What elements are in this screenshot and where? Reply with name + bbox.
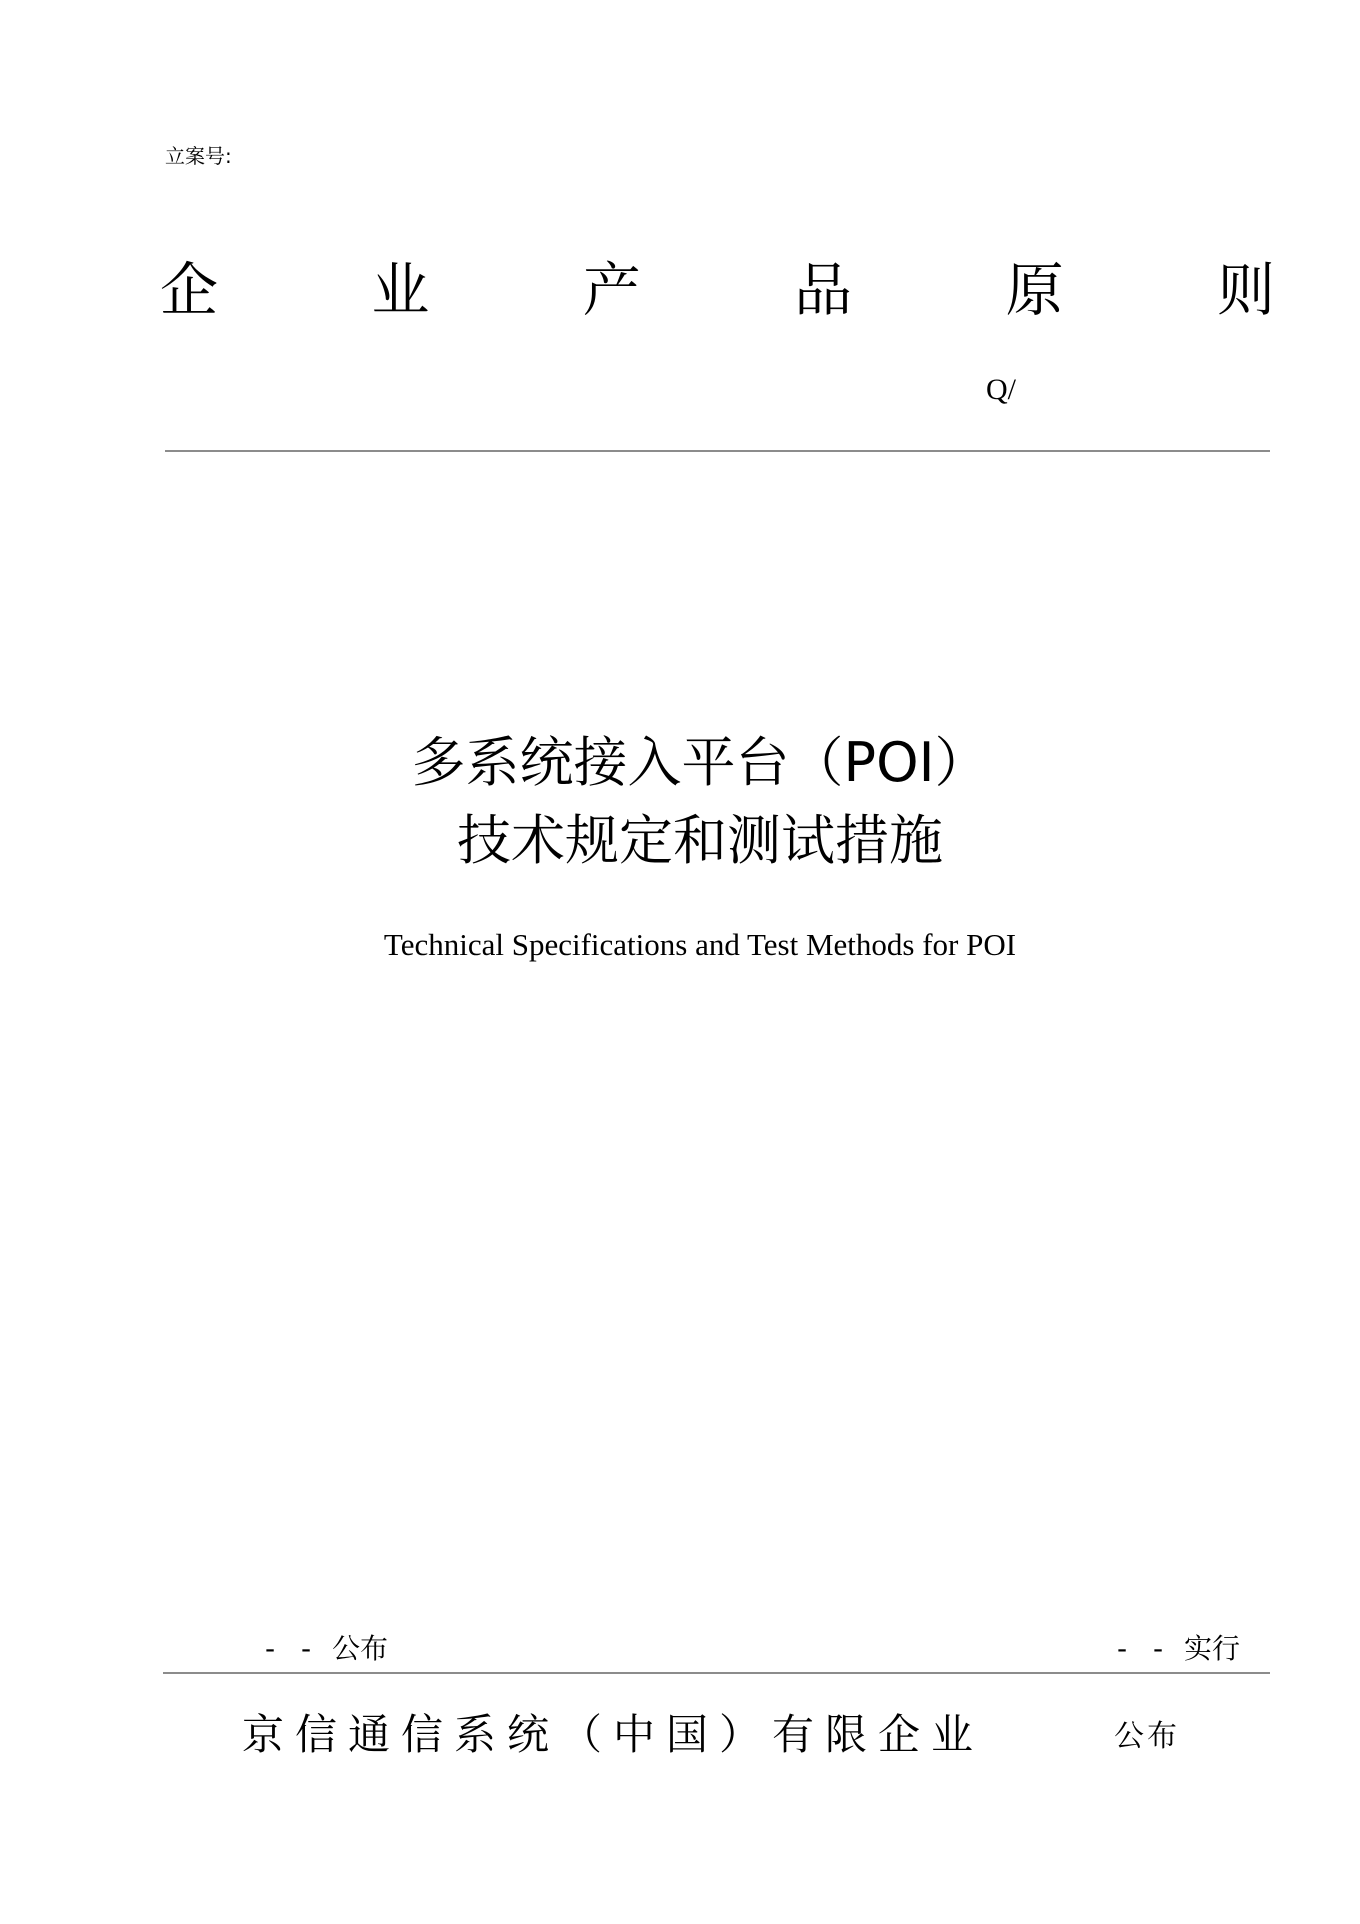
standard-type-char: 则 <box>1216 256 1275 324</box>
issue-date-dash: - <box>300 1632 312 1665</box>
header-divider <box>165 450 1270 452</box>
document-english-title: Technical Specifications and Test Methods for POI <box>383 927 1017 962</box>
standard-code: Q/ <box>986 373 1016 406</box>
footer-divider <box>163 1672 1270 1674</box>
standard-type-char: 原 <box>1005 256 1064 324</box>
standard-type-char: 企 <box>160 256 219 324</box>
standard-type-char: 业 <box>371 256 430 324</box>
standard-type-heading <box>160 250 1275 330</box>
document-title-line-1: 多系统接入平台（POI） <box>411 731 989 794</box>
effective-date-dash: - <box>1152 1632 1164 1665</box>
standard-type-char: 产 <box>582 256 641 324</box>
document-title-line-2: 技术规定和测试措施 <box>457 809 943 872</box>
filing-number-label: 立案号: <box>165 144 232 168</box>
effective-date-dash: - <box>1116 1632 1128 1665</box>
publish-label: 公布 <box>1114 1719 1180 1754</box>
standard-type-char: 品 <box>794 256 853 324</box>
issue-date-label: 公布 <box>332 1632 389 1665</box>
effective-date <box>1104 1630 1240 1668</box>
publisher-name: 京信通信系统（中国）有限企业 <box>242 1710 985 1759</box>
issue-date-dash: - <box>264 1632 276 1665</box>
effective-date-label: 实行 <box>1184 1632 1241 1665</box>
issue-date <box>252 1630 388 1668</box>
